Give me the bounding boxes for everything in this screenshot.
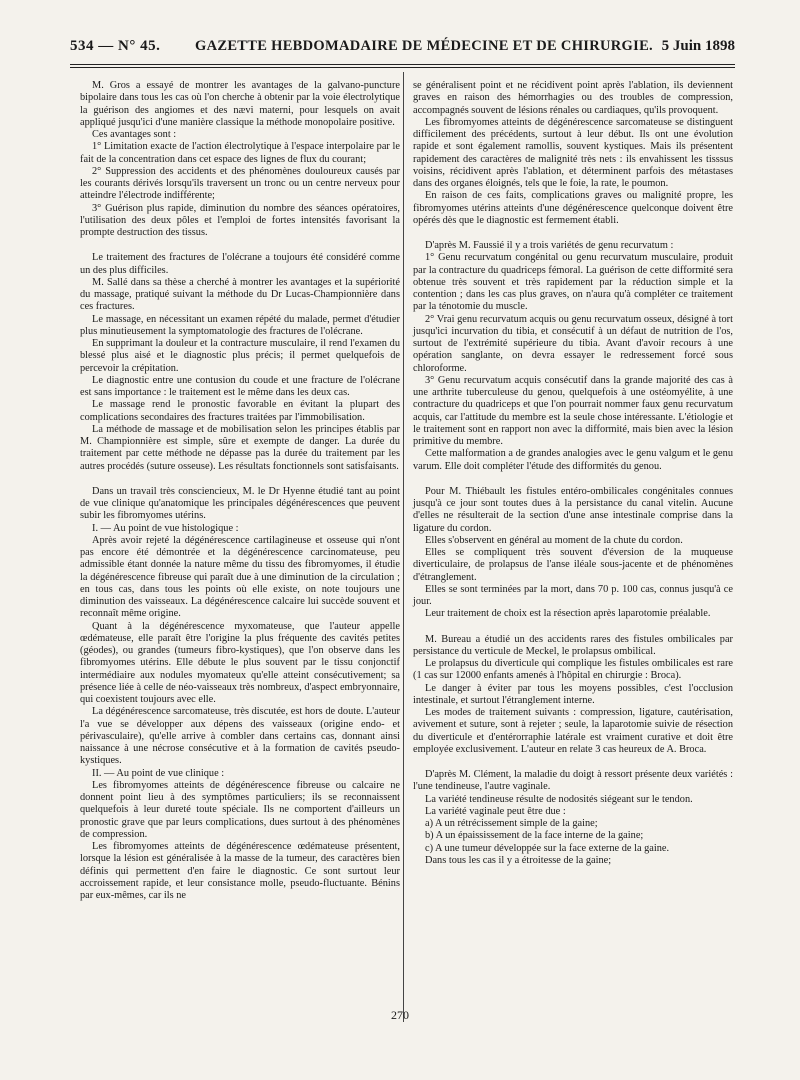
paragraph: se généralisent point et ne récidivent point après l'ablation, ils deviennent graves en raison des hémorrhagies ou des troubles de compression, accompagnés souvent de lésions rénales ou cardiaques, qu'ils provoquent.	[413, 80, 733, 116]
paragraph: 1° Limitation exacte de l'action électrolytique à l'espace interpolaire par le fait de la concentration dans cet espace des lignes de flux du courant;	[80, 141, 400, 165]
paragraph: Dans un travail très consciencieux, M. le Dr Hyenne étudié tant au point de vue clinique qu'anatomique les principales dégénérescences que peuvent subir les fibromyomes utérins.	[80, 485, 400, 522]
paragraph: Elles se compliquent très souvent d'éversion de la muqueuse diverticulaire, de prolapsus de l'anse iléale sous-jacente et de phénomènes d'étranglement.	[413, 547, 733, 583]
paragraph: Le prolapsus du diverticule qui complique les fistules ombilicales est rare (1 cas sur 12000 enfants amenés à l'hôpital en chirurgie : Broca).	[413, 658, 733, 682]
paragraph: Les fibromyomes atteints de dégénérescence œdémateuse présentent, lorsque la lésion est généralisée à la masse de la tumeur, des caractères bien définis qui permettent d'en faire le diagnostic. Ce sont surtout leur accroissement rapide, et leur consistance molle, pseudo-fluctuante. Bénins par eux-mêmes, car ils ne	[80, 841, 400, 901]
paragraph: Elles s'observent en général au moment de la chute du cordon.	[425, 534, 683, 546]
paragraph: Le danger à éviter par tous les moyens possibles, c'est l'occlusion intestinale, et surtout l'étranglement interne.	[413, 682, 733, 706]
list-item: b) A un épaississement de la face interne de la gaine;	[425, 830, 644, 842]
journal-title: GAZETTE HEBDOMADAIRE DE MÉDECINE ET DE CHIRURGIE.	[195, 38, 653, 54]
list-item: a) A un rétrécissement simple de la gaine;	[425, 818, 598, 829]
paragraph: Les fibromyomes atteints de dégénérescence sarcomateuse se distinguent difficilement des précédents, surtout à leur début. Ils ont une évolution rapide et sont également ramollis, souvent kystiques. Mais ils présentent rapidement des caractères de malignité très nets : ils envahissent les tisssus voisins, récidivent après l'ablation, et déterminent parfois des métastases dans des organes éloignés, tels que le foie, la rate, le poumon.	[413, 116, 733, 189]
paragraph: 2° Vrai genu recurvatum acquis ou genu recurvatum osseux, désigné à tort jusqu'ici incurvation du tibia, et consécutif à un défaut de nutrition de l'os, surtout de l'extrémité supérieure du tibia. Avant d'avoir recours à une opération sanglante, on devra essayer le redressement forcé sous chloroforme.	[413, 313, 733, 374]
paragraph: 2° Suppression des accidents et des phénomènes douloureux causés par les courants dérivés lorsqu'ils traversent un tronc ou un centre nerveux pour atteindre l'électrode indifférente;	[80, 165, 400, 202]
paragraph: 3° Guérison plus rapide, diminution du nombre des séances opératoires, l'utilisation des deux pôles et l'emploi de fortes intensités favorisant la prompte destruction des tissus.	[80, 202, 400, 238]
paragraph: M. Sallé dans sa thèse a cherché à montrer les avantages et la supériorité du massage, pratiqué suivant la méthode du Dr Lucas-Championnière dans ces fractures.	[80, 276, 400, 313]
paragraph: La variété vaginale peut être due :	[425, 805, 566, 817]
paragraph: En supprimant la douleur et la contracture musculaire, il rend l'examen du blessé plus aisé et le diagnostic plus précis; il permet quelquefois de percevoir la crépitation.	[80, 338, 400, 374]
header-rule-top	[70, 64, 735, 65]
paragraph: Les modes de traitement suivants : compression, ligature, cautérisation, avivement et suture, sont à rejeter ; seule, la laparotomie suivie de résection du diverticule et d'entérorraphie latérale est vraiment curative et doit être employée exclusivement. L'auteur en relate 3 cas heureux de A. Broca.	[413, 707, 733, 755]
paragraph: Quant à la dégénérescence myxomateuse, que l'auteur appelle œdémateuse, elle paraît être l'origine la plus fréquente des cavités petites (géodes), ou grandes (tumeurs fibro-kystiques), que l'on observe dans les fibromyomes utérins. Elle débute le plus souvent par le tissu conjonctif intermédiaire aux nodules myomateux qu'elle atteint consécutivement; sa présence liée à celle de néo-vaisseaux très nombreux, d'aspect embryonnaire, qui coexistent toujours avec elle.	[80, 620, 400, 705]
paragraph: En raison de ces faits, complications graves ou malignité propre, les fibromyomes utérins atteints d'une dégénérescence quelconque doivent être opérés dès que le diagnostic est fermement établi.	[413, 190, 733, 226]
right-column	[413, 80, 733, 867]
section-heading: II. — Au point de vue clinique :	[92, 767, 225, 779]
paragraph: Le massage, en nécessitant un examen répété du malade, permet d'étudier plus minutieusement la symptomatologie des fractures de l'olécrane.	[80, 313, 400, 337]
paragraph: M. Gros a essayé de montrer les avantages de la galvano-puncture bipolaire dans tous les cas où l'on cherche à obtenir par la voie électrolytique la guérison des angiomes et des nævi materni, pour lesquels on avait appliqué jusqu'ici d'une manière classique la méthode monopolaire positive.	[80, 80, 400, 128]
header-rule-bottom	[70, 67, 735, 68]
page-number: 270	[391, 1008, 409, 1022]
paragraph: La variété tendineuse résulte de nodosités siégeant sur le tendon.	[425, 793, 693, 805]
section-heading: I. — Au point de vue histologique :	[92, 522, 239, 534]
paragraph: Le massage rend le pronostic favorable en évitant la plupart des complications secondaires des fractures traitées par l'immobilisation.	[80, 399, 400, 423]
left-column	[80, 80, 400, 902]
paragraph: 3° Genu recurvatum acquis consécutif dans la grande majorité des cas à une arthrite tuberculeuse du genou, quelquefois à une ostéomyélite, à une contracture du quadriceps et que l'on pourrait nommer faux genu recurvatum acquis, car l'attitude du membre est la seule chose intéressante. L'étiologie et le traitement sont en rapport non avec la difformité, mais bien avec la lésion primitive du membre.	[413, 374, 733, 447]
paragraph: Après avoir rejeté la dégénérescence cartilagineuse et osseuse qui n'ont pas encore été démontrée et la dégénérescence carcinomateuse, peu admissible étant donnée la nature même du tissu des fibromyomes, il étudie la dégénérescence fibreuse qui paraît due à une diminution de la circulation ; en tous cas, dans tous les points où elle existe, on note toujours une diminution des vaisseaux. La dégénérescence calcaire lui succède souvent et reconnaît même origine.	[80, 534, 400, 620]
paragraph: Leur traitement de choix est la résection après laparotomie préalable.	[425, 608, 711, 620]
paragraph: M. Bureau a étudié un des accidents rares des fistules ombilicales par persistance du verticule de Meckel, le prolapsus ombilical.	[413, 633, 733, 657]
paragraph: Cette malformation a de grandes analogies avec le genu valgum et le genu varum. Elle doit compléter l'étude des difformités du genou.	[413, 448, 733, 472]
issue-date: 5 Juin 1898	[661, 38, 735, 54]
paragraph: D'après M. Clément, la maladie du doigt à ressort présente deux variétés : l'une tendineuse, l'autre vaginale.	[413, 769, 733, 793]
paragraph: D'après M. Faussié il y a trois variétés de genu recurvatum :	[425, 240, 674, 251]
paragraph: Le diagnostic entre une contusion du coude et une fracture de l'olécrane est sans importance : le traitement est le même dans les deux cas.	[80, 374, 400, 398]
issue-number: 534 — N° 45.	[70, 38, 161, 54]
column-separator	[403, 72, 404, 1022]
paragraph: 1° Genu recurvatum congénital ou genu recurvatum musculaire, produit par la contracture du quadriceps fémoral. La guérison de cette difformité sera obtenue très souvent et très rapidement par la réduction simple et la contention ; dans les cas plus graves, on n'aura qu'à compléter ce traitement par la ténotomie du muscle.	[413, 252, 733, 313]
paragraph: Les fibromyomes atteints de dégénérescence fibreuse ou calcaire ne donnent point lieu à des symptômes particuliers; ils se reconnaissent quelquefois à leur dureté toute spéciale. Ils ne comportent d'ailleurs un pronostic grave que par leurs complications, dues surtout à des phénomènes de compression.	[80, 779, 400, 840]
paragraph: Le traitement des fractures de l'olécrane a toujours été considéré comme un des plus difficiles.	[80, 252, 400, 276]
paragraph: Pour M. Thiébault les fistules entéro-ombilicales congénitales connues jusqu'à ce jour sont toutes dues à la persistance du canal vitelin. Aucune d'elles ne résulterait de la section d'une anse intestinale comprise dans la ligature du cordon.	[413, 485, 733, 534]
paragraph: La dégénérescence sarcomateuse, très discutée, est hors de doute. L'auteur l'a vue se développer aux dépens des vaisseaux (origine endo- et périvasculaire), qu'elle arrive à combler dans certains cas, donnant ainsi naissance à une nécrose consécutive et à la formation de cavités pseudo-kystiques.	[80, 706, 400, 767]
paragraph: Ces avantages sont :	[92, 129, 177, 140]
paragraph: Elles se sont terminées par la mort, dans 70 p. 100 cas, connus jusqu'à ce jour.	[413, 583, 733, 607]
paragraph: Dans tous les cas il y a étroitesse de la gaine;	[425, 854, 612, 866]
page-header	[70, 38, 735, 60]
list-item: c) A une tumeur développée sur la face externe de la gaine.	[425, 842, 670, 854]
paragraph: La méthode de massage et de mobilisation selon les principes établis par M. Championnière est simple, sûre et exempte de danger. La durée du traitement par cette méthode ne dépasse pas la durée du traitement par les autres procédés (suture osseuse). Les résultats fonctionnels sont satisfaisants.	[80, 423, 400, 472]
